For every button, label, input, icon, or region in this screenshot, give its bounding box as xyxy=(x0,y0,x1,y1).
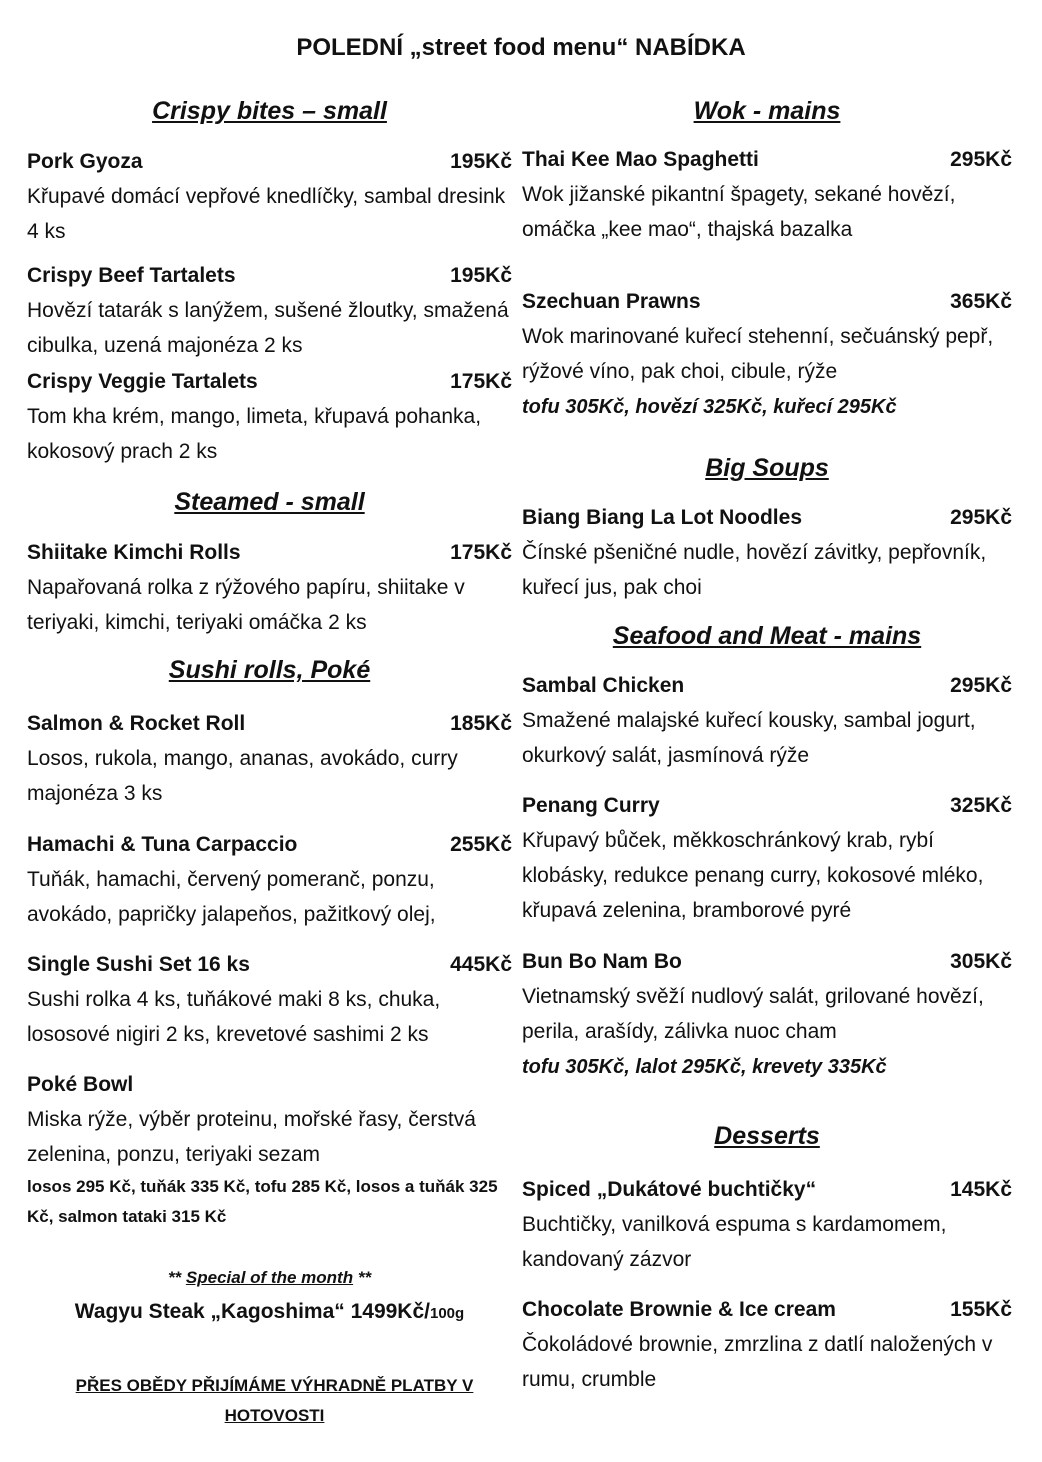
menu-item xyxy=(27,263,512,363)
menu-item xyxy=(522,1297,1012,1397)
item-name: Biang Biang La Lot Noodles xyxy=(522,506,803,529)
item-name: Pork Gyoza xyxy=(27,150,143,173)
item-name: Crispy Veggie Tartalets xyxy=(27,370,258,393)
menu-item xyxy=(522,505,1012,605)
item-name: Penang Curry xyxy=(522,794,660,817)
menu-item xyxy=(27,711,512,811)
special-item-unit: 100g xyxy=(429,1305,465,1322)
item-description: Miska rýže, výběr proteinu, mořské řasy, čerstvá zelenina, ponzu, teriyaki sezam xyxy=(27,1108,476,1166)
item-price: 155Kč xyxy=(950,1298,1012,1321)
menu-item xyxy=(27,1072,512,1232)
item-description: Wok marinované kuřecí stehenní, sečuánský pepř, rýžové víno, pak choi, cibule, rýže xyxy=(522,325,994,383)
menu-item xyxy=(522,673,1012,773)
item-price: 175Kč xyxy=(450,541,512,564)
item-description: Buchtičky, vanilková espuma s kardamomem, kandovaný zázvor xyxy=(522,1213,947,1271)
section-heading-steamed: Steamed - small xyxy=(174,488,365,516)
item-name: Sambal Chicken xyxy=(522,674,685,697)
special-stars: ** xyxy=(357,1268,372,1287)
section-heading-sushi: Sushi rolls, Poké xyxy=(168,656,371,684)
special-stars: ** xyxy=(167,1268,182,1287)
item-description: Sushi rolka 4 ks, tuňákové maki 8 ks, chuka, lososové nigiri 2 ks, krevetové sashimi 2 ks xyxy=(27,988,441,1046)
menu-item xyxy=(522,949,1012,1081)
menu-item xyxy=(27,149,512,249)
item-variants: losos 295 Kč, tuňák 335 Kč, tofu 285 Kč, losos a tuňák 325 Kč, salmon tataki 315 Kč xyxy=(27,1177,498,1226)
item-price: 255Kč xyxy=(450,833,512,856)
item-price: 445Kč xyxy=(450,953,512,976)
item-name: Thai Kee Mao Spaghetti xyxy=(522,148,759,171)
item-description: Čokoládové brownie, zmrzlina z datlí naložených v rumu, crumble xyxy=(522,1333,993,1391)
item-name: Spiced „Dukátové buchtičky“ xyxy=(522,1178,817,1201)
item-price: 325Kč xyxy=(950,794,1012,817)
section-heading-wok: Wok - mains xyxy=(693,97,841,125)
section-heading-seafood: Seafood and Meat - mains xyxy=(612,622,922,650)
item-price: 185Kč xyxy=(450,712,512,735)
section-heading-soups: Big Soups xyxy=(705,454,829,482)
menu-item xyxy=(27,540,512,640)
item-variants: tofu 305Kč, hovězí 325Kč, kuřecí 295Kč xyxy=(522,396,897,418)
item-description: Napařovaná rolka z rýžového papíru, shiitake v teriyaki, kimchi, teriyaki omáčka 2 ks xyxy=(27,576,465,634)
item-description: Tuňák, hamachi, červený pomeranč, ponzu, avokádo, papričky jalapeňos, pažitkový olej, xyxy=(27,868,436,926)
special-label-text: Special of the month xyxy=(185,1268,354,1287)
item-name: Bun Bo Nam Bo xyxy=(522,950,682,973)
item-name: Single Sushi Set 16 ks xyxy=(27,953,250,976)
item-variants: tofu 305Kč, lalot 295Kč, krevety 335Kč xyxy=(522,1056,887,1078)
item-name: Szechuan Prawns xyxy=(522,290,701,313)
item-name: Poké Bowl xyxy=(27,1073,134,1096)
item-description: Smažené malajské kuřecí kousky, sambal jogurt, okurkový salát, jasmínová rýže xyxy=(522,709,976,767)
item-name: Shiitake Kimchi Rolls xyxy=(27,541,241,564)
section-heading-desserts: Desserts xyxy=(714,1122,820,1150)
item-name: Hamachi & Tuna Carpaccio xyxy=(27,833,298,856)
item-description: Čínské pšeničné nudle, hovězí závitky, pepřovník, kuřecí jus, pak choi xyxy=(522,541,987,599)
item-price: 175Kč xyxy=(450,370,512,393)
menu-item xyxy=(522,1177,1012,1277)
menu-item xyxy=(27,952,512,1052)
item-price: 365Kč xyxy=(950,290,1012,313)
page-title: POLEDNÍ „street food menu“ NABÍDKA xyxy=(296,34,746,61)
special-label xyxy=(27,1268,512,1288)
menu-item xyxy=(27,369,512,469)
item-price: 295Kč xyxy=(950,674,1012,697)
item-description: Losos, rukola, mango, ananas, avokádo, curry majonéza 3 ks xyxy=(27,747,458,805)
menu-item xyxy=(522,289,1012,421)
item-name: Chocolate Brownie & Ice cream xyxy=(522,1298,836,1321)
special-item-text: Wagyu Steak „Kagoshima“ 1499Kč/ xyxy=(74,1300,430,1323)
item-description: Hovězí tatarák s lanýžem, sušené žloutky, smažená cibulka, uzená majonéza 2 ks xyxy=(27,299,509,357)
item-price: 295Kč xyxy=(950,148,1012,171)
item-description: Tom kha krém, mango, limeta, křupavá pohanka, kokosový prach 2 ks xyxy=(27,405,482,463)
item-name: Salmon & Rocket Roll xyxy=(27,712,246,735)
item-price: 195Kč xyxy=(450,150,512,173)
special-item xyxy=(27,1300,512,1324)
item-name: Crispy Beef Tartalets xyxy=(27,264,236,287)
menu-item xyxy=(522,793,1012,928)
item-description: Wok jižanské pikantní špagety, sekané hovězí, omáčka „kee mao“, thajská bazalka xyxy=(522,183,956,241)
item-price: 295Kč xyxy=(950,506,1012,529)
payment-note: PŘES OBĚDY PŘIJÍMÁME VÝHRADNĚ PLATBY V HOTOVOSTI xyxy=(75,1376,474,1425)
item-price: 145Kč xyxy=(950,1178,1012,1201)
item-description: Křupavé domácí vepřové knedlíčky, sambal dresink 4 ks xyxy=(27,185,506,243)
menu-item xyxy=(522,147,1012,247)
section-heading-crispy: Crispy bites – small xyxy=(152,97,387,125)
item-price: 195Kč xyxy=(450,264,512,287)
item-description: Křupavý bůček, měkkoschránkový krab, rybí klobásky, redukce penang curry, kokosové mléko, křupavá zelenina, bramborové pyré xyxy=(522,829,984,922)
item-description: Vietnamský svěží nudlový salát, grilované hovězí, perila, arašídy, zálivka nuoc cham xyxy=(522,985,984,1043)
menu-item xyxy=(27,832,512,932)
item-price: 305Kč xyxy=(950,950,1012,973)
